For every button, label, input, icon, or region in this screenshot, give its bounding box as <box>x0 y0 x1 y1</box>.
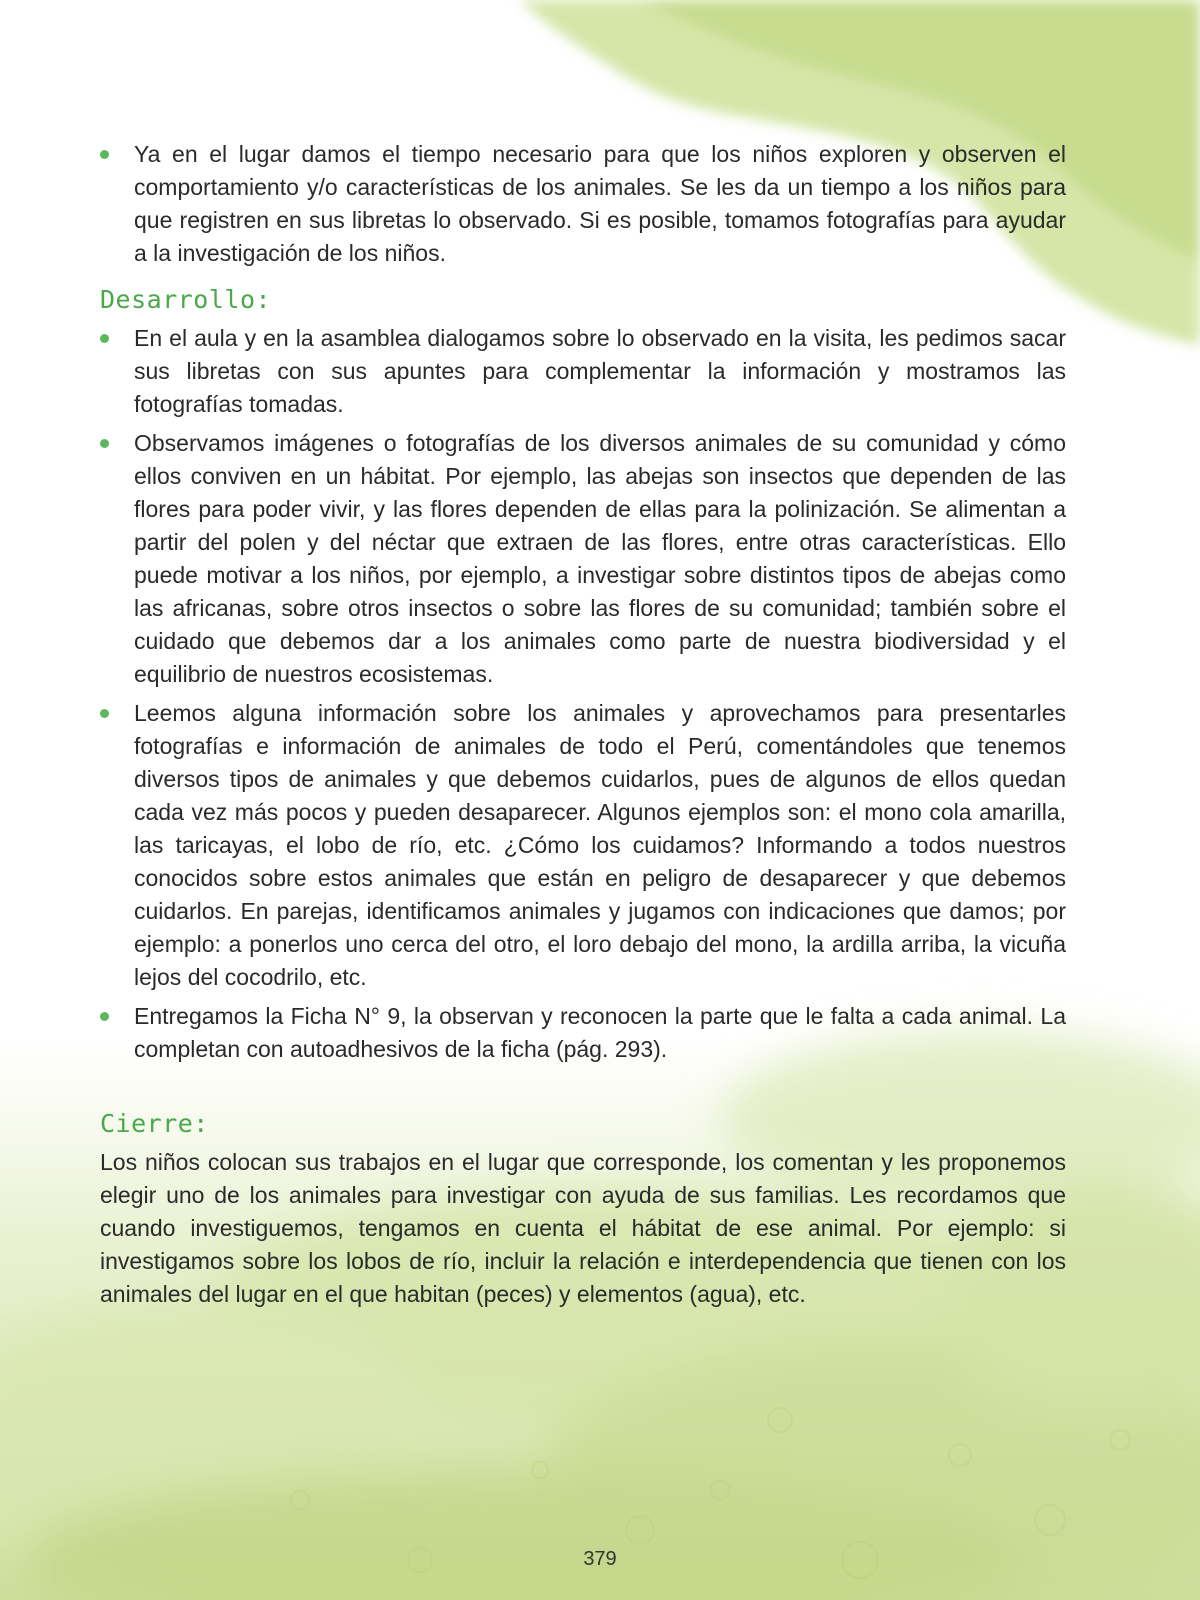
bullet-icon <box>100 1012 109 1021</box>
bullet-icon <box>100 709 109 718</box>
list-item <box>100 138 1066 270</box>
list-item-text: Ya en el lugar damos el tiempo necesario para que los niños exploren y observen el comportamiento y/o características de los animales. Se les da un tiempo a los niños para que registren en sus libretas lo observado. Si es posible, tomamos fotografías para ayudar a la investigación de los niños. <box>134 141 1066 266</box>
list-item <box>100 1000 1066 1066</box>
list-item-text: Entregamos la Ficha N° 9, la observan y reconocen la parte que le falta a cada animal. La completan con autoadhesivos de la ficha (pág. 293). <box>134 1003 1066 1062</box>
desarrollo-list <box>100 322 1066 1066</box>
bullet-icon <box>100 439 109 448</box>
list-item <box>100 427 1066 691</box>
section-heading-desarrollo: Desarrollo: <box>100 285 272 314</box>
list-item <box>100 697 1066 994</box>
bullet-icon <box>100 150 109 159</box>
list-item-text: Leemos alguna información sobre los animales y aprovechamos para presentarles fotografías e información de animales de todo el Perú, comentándoles que tenemos diversos tipos de animales y que debemos cuidarlos, pues de algunos de ellos quedan cada vez más pocos y pueden desaparecer. Algunos ejemplos son: el mono cola amarilla, las taricayas, el lobo de río, etc. ¿Cómo los cuidamos? Informando a todos nuestros conocidos sobre estos animales que están en peligro de desaparecer y que debemos cuidarlos. En parejas, identificamos animales y jugamos con indicaciones que damos; por ejemplo: a ponerlos uno cerca del otro, el loro debajo del mono, la ardilla arriba, la vicuña lejos del cocodrilo, etc. <box>134 700 1066 990</box>
list-item <box>100 322 1066 421</box>
intro-list <box>100 138 1066 270</box>
page-content <box>100 138 1066 1311</box>
cierre-paragraph: Los niños colocan sus trabajos en el lugar que corresponde, los comentan y les proponemos elegir uno de los animales para investigar con ayuda de sus familias. Les recordamos que cuando investiguemos, tengamos en cuenta el hábitat de ese animal. Por ejemplo: si investigamos sobre los lobos de río, incluir la relación e interdependencia que tienen con los animales del lugar en el que habitan (peces) y elementos (agua), etc. <box>100 1149 1066 1307</box>
section-heading-cierre: Cierre: <box>100 1109 209 1138</box>
list-item-text: En el aula y en la asamblea dialogamos sobre lo observado en la visita, les pedimos sacar sus libretas con sus apuntes para complementar la información y mostramos las fotografías tomadas. <box>134 325 1066 417</box>
list-item-text: Observamos imágenes o fotografías de los diversos animales de su comunidad y cómo ellos conviven en un hábitat. Por ejemplo, las abejas son insectos que dependen de las flores para poder vivir, y las flores dependen de ellas para la polinización. Se alimentan a partir del polen y del néctar que extraen de las flores, entre otras características. Ello puede motivar a los niños, por ejemplo, a investigar sobre distintos tipos de abejas como las africanas, sobre otros insectos o sobre las flores de su comunidad; también sobre el cuidado que debemos dar a los animales como parte de nuestra biodiversidad y el equilibrio de nuestros ecosistemas. <box>134 430 1066 687</box>
bullet-icon <box>100 334 109 343</box>
page-number: 379 <box>583 1548 617 1570</box>
